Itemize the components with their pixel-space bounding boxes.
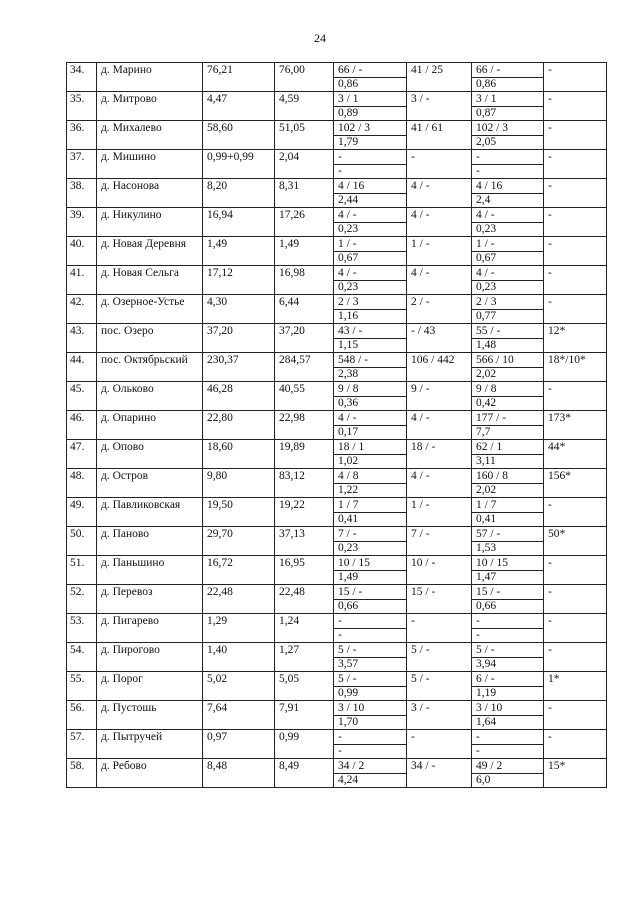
count-current-cell: 3 / 1 — [334, 92, 407, 107]
count-split-cell: 2 / - — [407, 295, 472, 324]
settlement-name-cell: д. Михалево — [97, 121, 203, 150]
count-split-cell: 15 / - — [407, 585, 472, 614]
count-current-cell: 4 / - — [334, 208, 407, 223]
density-current-cell: 2,38 — [334, 368, 407, 382]
count-projected-cell: - — [472, 614, 544, 629]
row-number-cell: 44. — [67, 353, 97, 382]
count-projected-cell: 4 / - — [472, 266, 544, 281]
addition-cell: - — [544, 150, 607, 179]
density-current-cell: 0,99 — [334, 687, 407, 701]
addition-cell: - — [544, 92, 607, 121]
area-new-value-cell: 1,49 — [275, 237, 334, 266]
density-projected-cell: 0,42 — [472, 397, 544, 411]
table-row — [67, 556, 607, 571]
count-projected-cell: 49 / 2 — [472, 759, 544, 774]
density-current-cell: 0,86 — [334, 78, 407, 92]
area-new-value-cell: 19,22 — [275, 498, 334, 527]
area-value-cell: 22,48 — [203, 585, 275, 614]
density-current-cell: 1,22 — [334, 484, 407, 498]
count-split-cell: 4 / - — [407, 411, 472, 440]
row-number-cell: 38. — [67, 179, 97, 208]
table-row — [67, 672, 607, 687]
row-number-cell: 54. — [67, 643, 97, 672]
addition-cell: - — [544, 498, 607, 527]
area-new-value-cell: 8,31 — [275, 179, 334, 208]
count-split-cell: 4 / - — [407, 179, 472, 208]
density-projected-cell: 0,23 — [472, 223, 544, 237]
settlement-name-cell: д. Митрово — [97, 92, 203, 121]
area-new-value-cell: 8,49 — [275, 759, 334, 788]
density-current-cell: 3,57 — [334, 658, 407, 672]
settlement-name-cell: д. Паньшино — [97, 556, 203, 585]
settlement-name-cell: пос. Озеро — [97, 324, 203, 353]
area-new-value-cell: 1,27 — [275, 643, 334, 672]
area-new-value-cell: 19,89 — [275, 440, 334, 469]
density-projected-cell: - — [472, 745, 544, 759]
row-number-cell: 51. — [67, 556, 97, 585]
count-split-cell: 34 / - — [407, 759, 472, 788]
count-projected-cell: - — [472, 730, 544, 745]
count-split-cell: 41 / 25 — [407, 63, 472, 92]
density-current-cell: 0,89 — [334, 107, 407, 121]
count-projected-cell: 66 / - — [472, 63, 544, 78]
density-projected-cell: 3,11 — [472, 455, 544, 469]
area-new-value-cell: 0,99 — [275, 730, 334, 759]
settlement-name-cell: д. Новая Сельга — [97, 266, 203, 295]
count-split-cell: - — [407, 614, 472, 643]
density-current-cell: 1,79 — [334, 136, 407, 150]
addition-cell: - — [544, 556, 607, 585]
row-number-cell: 42. — [67, 295, 97, 324]
settlement-name-cell: д. Паново — [97, 527, 203, 556]
count-projected-cell: 102 / 3 — [472, 121, 544, 136]
row-number-cell: 49. — [67, 498, 97, 527]
density-current-cell: 0,67 — [334, 252, 407, 266]
count-projected-cell: - — [472, 150, 544, 165]
addition-cell: - — [544, 643, 607, 672]
area-new-value-cell: 17,26 — [275, 208, 334, 237]
density-current-cell: 1,49 — [334, 571, 407, 585]
addition-cell: 18*/10* — [544, 353, 607, 382]
count-split-cell: - — [407, 730, 472, 759]
density-projected-cell: 6,0 — [472, 774, 544, 788]
area-value-cell: 5,02 — [203, 672, 275, 701]
density-current-cell: - — [334, 629, 407, 643]
density-projected-cell: - — [472, 165, 544, 179]
table-row — [67, 121, 607, 136]
addition-cell: 1* — [544, 672, 607, 701]
table-row — [67, 150, 607, 165]
density-current-cell: 0,41 — [334, 513, 407, 527]
count-projected-cell: 1 / 7 — [472, 498, 544, 513]
area-value-cell: 46,28 — [203, 382, 275, 411]
settlement-name-cell: д. Озерное-Устье — [97, 295, 203, 324]
row-number-cell: 43. — [67, 324, 97, 353]
table-row — [67, 527, 607, 542]
density-projected-cell: 2,05 — [472, 136, 544, 150]
area-new-value-cell: 37,13 — [275, 527, 334, 556]
count-current-cell: 1 / 7 — [334, 498, 407, 513]
addition-cell: - — [544, 237, 607, 266]
count-projected-cell: 160 / 8 — [472, 469, 544, 484]
row-number-cell: 48. — [67, 469, 97, 498]
count-current-cell: 43 / - — [334, 324, 407, 339]
count-current-cell: - — [334, 730, 407, 745]
area-new-value-cell: 4,59 — [275, 92, 334, 121]
area-value-cell: 58,60 — [203, 121, 275, 150]
row-number-cell: 52. — [67, 585, 97, 614]
area-new-value-cell: 22,98 — [275, 411, 334, 440]
density-projected-cell: 1,48 — [472, 339, 544, 353]
settlement-name-cell: д. Павликовская — [97, 498, 203, 527]
addition-cell: - — [544, 208, 607, 237]
count-projected-cell: 10 / 15 — [472, 556, 544, 571]
area-value-cell: 17,12 — [203, 266, 275, 295]
row-number-cell: 46. — [67, 411, 97, 440]
density-current-cell: 0,23 — [334, 542, 407, 556]
count-projected-cell: 62 / 1 — [472, 440, 544, 455]
table-row — [67, 324, 607, 339]
count-current-cell: 4 / 8 — [334, 469, 407, 484]
area-value-cell: 4,30 — [203, 295, 275, 324]
density-projected-cell: 2,02 — [472, 368, 544, 382]
area-new-value-cell: 1,24 — [275, 614, 334, 643]
area-value-cell: 230,37 — [203, 353, 275, 382]
area-value-cell: 7,64 — [203, 701, 275, 730]
count-current-cell: 15 / - — [334, 585, 407, 600]
row-number-cell: 35. — [67, 92, 97, 121]
addition-cell: - — [544, 382, 607, 411]
settlement-name-cell: д. Ребово — [97, 759, 203, 788]
addition-cell: - — [544, 701, 607, 730]
table-row — [67, 701, 607, 716]
density-projected-cell: 3,94 — [472, 658, 544, 672]
count-split-cell: 3 / - — [407, 701, 472, 730]
density-current-cell: 0,23 — [334, 281, 407, 295]
count-current-cell: 66 / - — [334, 63, 407, 78]
addition-cell: 44* — [544, 440, 607, 469]
area-value-cell: 29,70 — [203, 527, 275, 556]
density-projected-cell: 0,86 — [472, 78, 544, 92]
count-current-cell: 9 / 8 — [334, 382, 407, 397]
count-current-cell: 5 / - — [334, 672, 407, 687]
count-split-cell: 1 / - — [407, 237, 472, 266]
count-projected-cell: 57 / - — [472, 527, 544, 542]
density-current-cell: 4,24 — [334, 774, 407, 788]
settlement-name-cell: д. Перевоз — [97, 585, 203, 614]
addition-cell: - — [544, 121, 607, 150]
density-projected-cell: 1,53 — [472, 542, 544, 556]
settlement-name-cell: д. Пытручей — [97, 730, 203, 759]
area-value-cell: 76,21 — [203, 63, 275, 92]
area-value-cell: 0,99+0,99 — [203, 150, 275, 179]
addition-cell: - — [544, 179, 607, 208]
area-value-cell: 9,80 — [203, 469, 275, 498]
area-value-cell: 22,80 — [203, 411, 275, 440]
area-new-value-cell: 51,05 — [275, 121, 334, 150]
density-projected-cell: 0,41 — [472, 513, 544, 527]
count-current-cell: 4 / - — [334, 411, 407, 426]
count-split-cell: 4 / - — [407, 208, 472, 237]
count-projected-cell: 3 / 10 — [472, 701, 544, 716]
count-projected-cell: 55 / - — [472, 324, 544, 339]
table-body — [67, 63, 607, 788]
settlements-table — [66, 62, 607, 788]
table-row — [67, 440, 607, 455]
area-value-cell: 1,49 — [203, 237, 275, 266]
table-row — [67, 266, 607, 281]
count-current-cell: 102 / 3 — [334, 121, 407, 136]
count-current-cell: 18 / 1 — [334, 440, 407, 455]
count-split-cell: 10 / - — [407, 556, 472, 585]
count-projected-cell: 177 / - — [472, 411, 544, 426]
area-value-cell: 19,50 — [203, 498, 275, 527]
density-current-cell: 0,36 — [334, 397, 407, 411]
count-current-cell: 4 / - — [334, 266, 407, 281]
table-row — [67, 469, 607, 484]
count-current-cell: 548 / - — [334, 353, 407, 368]
area-new-value-cell: 37,20 — [275, 324, 334, 353]
density-projected-cell: - — [472, 629, 544, 643]
density-projected-cell: 0,23 — [472, 281, 544, 295]
addition-cell: - — [544, 266, 607, 295]
density-projected-cell: 0,67 — [472, 252, 544, 266]
row-number-cell: 36. — [67, 121, 97, 150]
settlement-name-cell: пос. Октябрьский — [97, 353, 203, 382]
count-current-cell: 2 / 3 — [334, 295, 407, 310]
density-current-cell: 1,15 — [334, 339, 407, 353]
row-number-cell: 39. — [67, 208, 97, 237]
table-row — [67, 498, 607, 513]
area-new-value-cell: 16,95 — [275, 556, 334, 585]
addition-cell: 15* — [544, 759, 607, 788]
row-number-cell: 55. — [67, 672, 97, 701]
count-split-cell: 18 / - — [407, 440, 472, 469]
area-value-cell: 16,72 — [203, 556, 275, 585]
count-current-cell: 4 / 16 — [334, 179, 407, 194]
area-value-cell: 8,20 — [203, 179, 275, 208]
area-new-value-cell: 284,57 — [275, 353, 334, 382]
area-new-value-cell: 83,12 — [275, 469, 334, 498]
page-number: 24 — [314, 31, 326, 45]
area-value-cell: 37,20 — [203, 324, 275, 353]
area-new-value-cell: 7,91 — [275, 701, 334, 730]
count-split-cell: 1 / - — [407, 498, 472, 527]
density-projected-cell: 7,7 — [472, 426, 544, 440]
count-split-cell: 106 / 442 — [407, 353, 472, 382]
density-current-cell: 2,44 — [334, 194, 407, 208]
settlement-name-cell: д. Пигарево — [97, 614, 203, 643]
density-current-cell: 1,16 — [334, 310, 407, 324]
settlements-table-container — [66, 62, 606, 788]
row-number-cell: 34. — [67, 63, 97, 92]
count-current-cell: 34 / 2 — [334, 759, 407, 774]
count-split-cell: 5 / - — [407, 643, 472, 672]
settlement-name-cell: д. Опово — [97, 440, 203, 469]
count-projected-cell: 2 / 3 — [472, 295, 544, 310]
table-row — [67, 295, 607, 310]
settlement-name-cell: д. Пустошь — [97, 701, 203, 730]
table-row — [67, 614, 607, 629]
count-projected-cell: 1 / - — [472, 237, 544, 252]
table-row — [67, 92, 607, 107]
area-value-cell: 8,48 — [203, 759, 275, 788]
count-split-cell: - / 43 — [407, 324, 472, 353]
count-split-cell: - — [407, 150, 472, 179]
settlement-name-cell: д. Никулино — [97, 208, 203, 237]
count-current-cell: 7 / - — [334, 527, 407, 542]
count-projected-cell: 4 / 16 — [472, 179, 544, 194]
table-row — [67, 730, 607, 745]
count-split-cell: 4 / - — [407, 266, 472, 295]
area-new-value-cell: 2,04 — [275, 150, 334, 179]
count-current-cell: 10 / 15 — [334, 556, 407, 571]
addition-cell: - — [544, 585, 607, 614]
table-row — [67, 353, 607, 368]
count-current-cell: - — [334, 614, 407, 629]
table-row — [67, 237, 607, 252]
area-new-value-cell: 22,48 — [275, 585, 334, 614]
density-projected-cell: 0,87 — [472, 107, 544, 121]
row-number-cell: 45. — [67, 382, 97, 411]
row-number-cell: 47. — [67, 440, 97, 469]
settlement-name-cell: д. Марино — [97, 63, 203, 92]
density-projected-cell: 1,64 — [472, 716, 544, 730]
table-row — [67, 208, 607, 223]
count-current-cell: 3 / 10 — [334, 701, 407, 716]
addition-cell: - — [544, 63, 607, 92]
table-row — [67, 382, 607, 397]
table-row — [67, 585, 607, 600]
count-split-cell: 7 / - — [407, 527, 472, 556]
settlement-name-cell: д. Опарино — [97, 411, 203, 440]
area-new-value-cell: 6,44 — [275, 295, 334, 324]
density-current-cell: 0,17 — [334, 426, 407, 440]
count-projected-cell: 4 / - — [472, 208, 544, 223]
area-value-cell: 1,40 — [203, 643, 275, 672]
density-projected-cell: 0,66 — [472, 600, 544, 614]
row-number-cell: 58. — [67, 759, 97, 788]
area-new-value-cell: 76,00 — [275, 63, 334, 92]
count-projected-cell: 9 / 8 — [472, 382, 544, 397]
density-current-cell: 1,70 — [334, 716, 407, 730]
row-number-cell: 50. — [67, 527, 97, 556]
settlement-name-cell: д. Мишино — [97, 150, 203, 179]
addition-cell: - — [544, 730, 607, 759]
table-row — [67, 411, 607, 426]
count-split-cell: 3 / - — [407, 92, 472, 121]
density-projected-cell: 1,47 — [472, 571, 544, 585]
count-current-cell: 1 / - — [334, 237, 407, 252]
addition-cell: - — [544, 295, 607, 324]
area-new-value-cell: 5,05 — [275, 672, 334, 701]
count-split-cell: 41 / 61 — [407, 121, 472, 150]
count-projected-cell: 566 / 10 — [472, 353, 544, 368]
density-current-cell: 0,23 — [334, 223, 407, 237]
addition-cell: 156* — [544, 469, 607, 498]
density-current-cell: - — [334, 745, 407, 759]
density-projected-cell: 2,4 — [472, 194, 544, 208]
area-value-cell: 18,60 — [203, 440, 275, 469]
addition-cell: - — [544, 614, 607, 643]
area-new-value-cell: 40,55 — [275, 382, 334, 411]
count-projected-cell: 5 / - — [472, 643, 544, 658]
area-value-cell: 4,47 — [203, 92, 275, 121]
addition-cell: 173* — [544, 411, 607, 440]
settlement-name-cell: д. Порог — [97, 672, 203, 701]
row-number-cell: 40. — [67, 237, 97, 266]
area-value-cell: 1,29 — [203, 614, 275, 643]
count-current-cell: 5 / - — [334, 643, 407, 658]
count-split-cell: 4 / - — [407, 469, 472, 498]
table-row — [67, 759, 607, 774]
density-current-cell: 1,02 — [334, 455, 407, 469]
density-current-cell: - — [334, 165, 407, 179]
count-split-cell: 9 / - — [407, 382, 472, 411]
settlement-name-cell: д. Насонова — [97, 179, 203, 208]
density-projected-cell: 1,19 — [472, 687, 544, 701]
row-number-cell: 41. — [67, 266, 97, 295]
addition-cell: 12* — [544, 324, 607, 353]
settlement-name-cell: д. Остров — [97, 469, 203, 498]
count-split-cell: 5 / - — [407, 672, 472, 701]
table-row — [67, 179, 607, 194]
count-projected-cell: 6 / - — [472, 672, 544, 687]
row-number-cell: 56. — [67, 701, 97, 730]
table-row — [67, 643, 607, 658]
density-projected-cell: 0,77 — [472, 310, 544, 324]
area-value-cell: 0,97 — [203, 730, 275, 759]
row-number-cell: 53. — [67, 614, 97, 643]
settlement-name-cell: д. Ольково — [97, 382, 203, 411]
table-row — [67, 63, 607, 78]
settlement-name-cell: д. Новая Деревня — [97, 237, 203, 266]
count-projected-cell: 15 / - — [472, 585, 544, 600]
addition-cell: 50* — [544, 527, 607, 556]
density-current-cell: 0,66 — [334, 600, 407, 614]
area-new-value-cell: 16,98 — [275, 266, 334, 295]
area-value-cell: 16,94 — [203, 208, 275, 237]
row-number-cell: 37. — [67, 150, 97, 179]
count-projected-cell: 3 / 1 — [472, 92, 544, 107]
density-projected-cell: 2,02 — [472, 484, 544, 498]
count-current-cell: - — [334, 150, 407, 165]
settlement-name-cell: д. Пирогово — [97, 643, 203, 672]
row-number-cell: 57. — [67, 730, 97, 759]
